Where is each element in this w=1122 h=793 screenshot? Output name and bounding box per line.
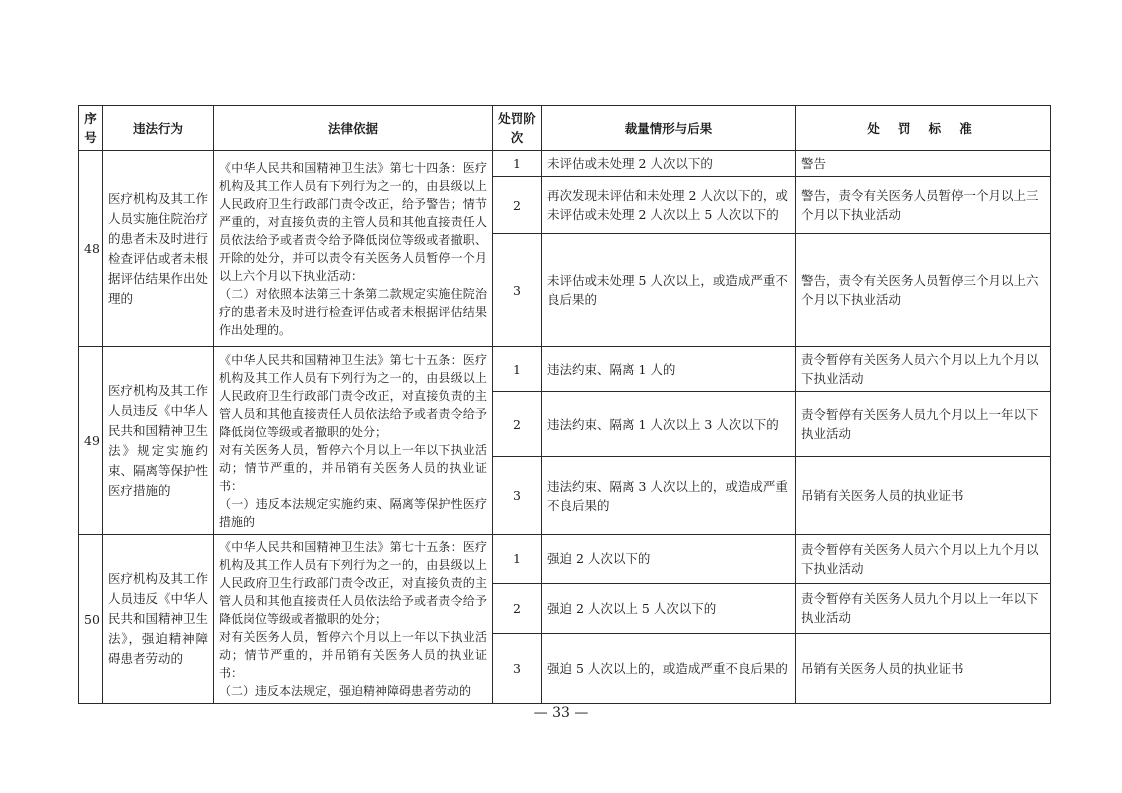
violation-text: 医疗机构及其工作人员违反《中华人民共和国精神卫生法》规定实施约束、隔离等保护性医疗措施的 (108, 382, 209, 498)
circumstance-text: 未评估或未处理 2 人次以下的 (542, 151, 796, 177)
stage-number: 3 (493, 457, 542, 535)
header-standard: 处 罚 标 准 (796, 106, 1051, 151)
circumstance-text: 违法约束、隔离 3 人次以上的，或造成严重不良后果的 (542, 457, 796, 535)
page-number: — 33 — (533, 705, 589, 721)
table-row (79, 347, 1051, 392)
penalty-standard-text: 责令暂停有关医务人员九个月以上一年以下执业活动 (796, 583, 1051, 634)
row-50-legal-basis-cell (214, 535, 493, 704)
legal-basis-paragraph: （二）违反本法规定，强迫精神障碍患者劳动的 (219, 684, 472, 698)
penalty-standard-text: 责令暂停有关医务人员六个月以上九个月以下执业活动 (796, 347, 1051, 392)
legal-basis-paragraph: 《中华人民共和国精神卫生法》第七十五条：医疗机构及其工作人员有下列行为之一的，由县级以上人民政府卫生行政部门责令改正，对直接负责的主管人员和其他直接责任人员依法给予或者责令给予降低岗位等级或者撤职的处分； (219, 352, 487, 439)
row-49-legal-basis-cell (214, 347, 493, 535)
circumstance-text: 再次发现未评估和未处理 2 人次以下的，或未评估或未处理 2 人次以上 5 人次以下的 (542, 177, 796, 234)
row-48-index: 48 (79, 151, 103, 347)
penalty-standard-text: 责令暂停有关医务人员九个月以上一年以下执业活动 (796, 392, 1051, 457)
table-header-row (79, 106, 1051, 151)
legal-basis-paragraph: 《中华人民共和国精神卫生法》第七十四条：医疗机构及其工作人员有下列行为之一的，由县级以上人民政府卫生行政部门责令改正，给予警告；情节严重的，对直接负责的主管人员和其他直接责任人员依法给予或者责令给予降低岗位等级或者撤职、开除的处分，并可以责令有关医务人员暂停一个月以上六个月以下执业活动： (219, 160, 487, 283)
stage-number: 3 (493, 634, 542, 704)
header-circumstance: 裁量情形与后果 (542, 106, 796, 151)
penalty-standard-text: 吊销有关医务人员的执业证书 (796, 634, 1051, 704)
stage-number: 2 (493, 392, 542, 457)
circumstance-text: 强迫 2 人次以上 5 人次以下的 (542, 583, 796, 634)
row-50-index: 50 (79, 535, 103, 704)
penalty-standard-text: 警告，责令有关医务人员暂停三个月以上六个月以下执业活动 (796, 234, 1051, 347)
row-50-violation-cell (103, 535, 214, 704)
stage-number: 2 (493, 177, 542, 234)
circumstance-text: 强迫 2 人次以下的 (542, 535, 796, 584)
circumstance-text: 违法约束、隔离 1 人的 (542, 347, 796, 392)
penalty-standard-text: 责令暂停有关医务人员六个月以上九个月以下执业活动 (796, 535, 1051, 584)
circumstance-text: 强迫 5 人次以上的，或造成严重不良后果的 (542, 634, 796, 704)
legal-basis-paragraph: 《中华人民共和国精神卫生法》第七十五条：医疗机构及其工作人员有下列行为之一的，由县级以上人民政府卫生行政部门责令改正，对直接负责的主管人员和其他直接责任人员依法给予或者责令给予降低岗位等级或者撤职的处分； (219, 540, 487, 626)
row-49-violation-cell (103, 347, 214, 535)
table-row (79, 151, 1051, 177)
legal-basis-paragraph: （二）对依照本法第三十条第二款规定实施住院治疗的患者未及时进行检查评估或者未根据评估结果作出处理的。 (219, 286, 487, 337)
stage-number: 2 (493, 583, 542, 634)
row-49-index: 49 (79, 347, 103, 535)
violation-text: 医疗机构及其工作人员实施住院治疗的患者未及时进行检查评估或者未根据评估结果作出处理的 (108, 190, 209, 306)
header-violation: 违法行为 (103, 106, 214, 151)
row-48-legal-basis-cell (214, 151, 493, 347)
penalty-standard-text: 警告，责令有关医务人员暂停一个月以上三个月以下执业活动 (796, 177, 1051, 234)
stage-number: 1 (493, 347, 542, 392)
table-row (79, 535, 1051, 584)
legal-basis-paragraph: 对有关医务人员，暂停六个月以上一年以下执业活动；情节严重的，并吊销有关医务人员的执业证书： (219, 630, 487, 680)
header-legal-basis: 法律依据 (214, 106, 493, 151)
penalty-standard-text: 警告 (796, 151, 1051, 177)
penalty-standard-text: 吊销有关医务人员的执业证书 (796, 457, 1051, 535)
header-stage: 处罚阶次 (493, 106, 542, 151)
row-48-violation-cell (103, 151, 214, 347)
stage-number: 3 (493, 234, 542, 347)
stage-number: 1 (493, 151, 542, 177)
circumstance-text: 未评估或未处理 5 人次以上，或造成严重不良后果的 (542, 234, 796, 347)
stage-number: 1 (493, 535, 542, 584)
header-index: 序号 (79, 106, 103, 151)
circumstance-text: 违法约束、隔离 1 人次以上 3 人次以下的 (542, 392, 796, 457)
penalty-table (78, 105, 1051, 704)
violation-text: 医疗机构及其工作人员违反《中华人民共和国精神卫生法》，强迫精神障碍患者劳动的 (108, 571, 209, 666)
legal-basis-paragraph: 对有关医务人员，暂停六个月以上一年以下执业活动；情节严重的，并吊销有关医务人员的执业证书： (219, 442, 487, 493)
legal-basis-paragraph: （一）违反本法规定实施约束、隔离等保护性医疗措施的 (219, 496, 487, 529)
